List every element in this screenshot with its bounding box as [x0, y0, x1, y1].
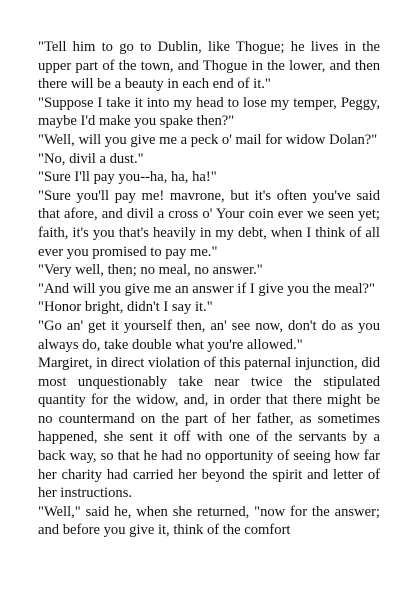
paragraph: "Tell him to go to Dublin, like Thogue; he lives in the upper part of the town, and Thogue in the lower, and then there will be a beauty in each end of it." [38, 39, 380, 93]
paragraph: "Honor bright, didn't I say it." [38, 299, 213, 316]
paragraph: Margiret, in direct violation of this paternal injunction, did most unquestionably take near twice the stipulated quantity for the widow, and, in order that there might be no countermand on the part of her father, as sometimes happened, she sent it off with one of the servants by a back way, so that he had no opportunity of seeing how far her charity had carried her beyond the spirit and letter of her instructions. [38, 355, 380, 502]
paragraph: "Very well, then; no meal, no answer." [38, 262, 263, 279]
paragraph: "Sure you'll pay me! mavrone, but it's often you've said that afore, and divil a cross o' Your coin ever we seen yet; faith, it's you that's heavily in my debt, when I think of all ever you promised to pay me." [38, 187, 380, 260]
paragraph: "No, divil a dust." [38, 150, 144, 167]
paragraph: "And will you give me an answer if I give you the meal?" [38, 280, 375, 297]
page-text [38, 38, 380, 540]
paragraph: "Sure I'll pay you--ha, ha, ha!" [38, 169, 217, 186]
paragraph: "Well, will you give me a peck o' mail for widow Dolan?" [38, 131, 378, 148]
paragraph: "Go an' get it yourself then, an' see now, don't do as you always do, take double what you're allowed." [38, 317, 380, 353]
paragraph: "Well," said he, when she returned, "now for the answer; and before you give it, think of the comfort [38, 503, 380, 539]
paragraph: "Suppose I take it into my head to lose my temper, Peggy, maybe I'd make you spake then?" [38, 94, 380, 130]
